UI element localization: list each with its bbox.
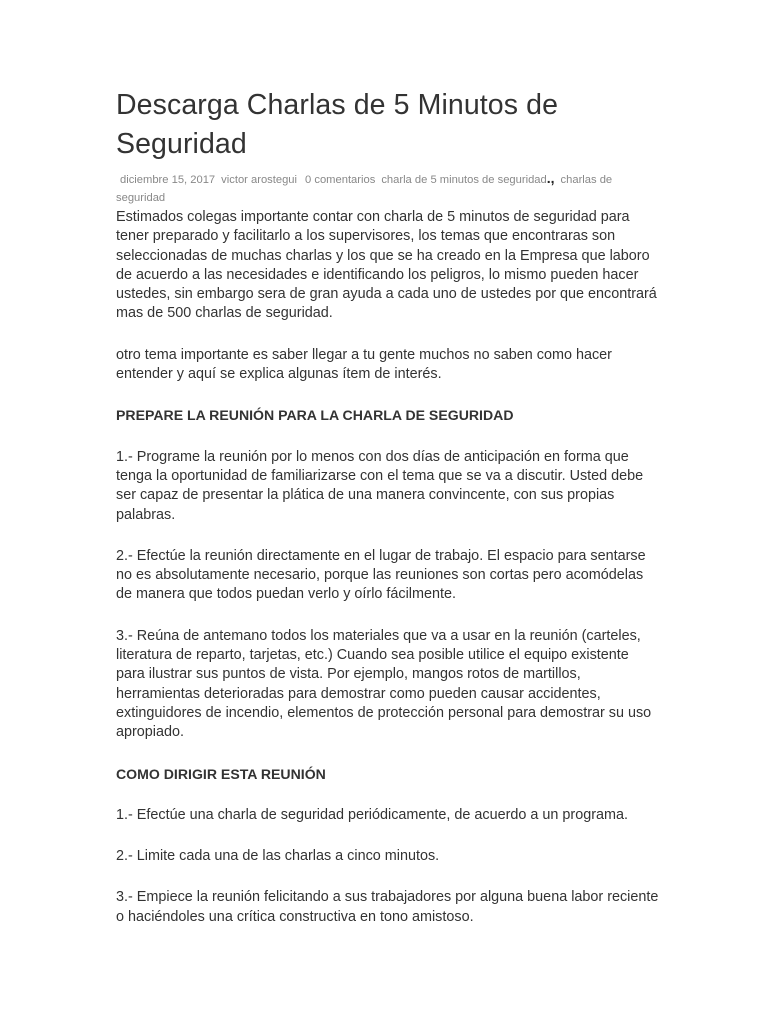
otro-paragraph: otro tema importante es saber llegar a tu gente muchos no saben como hacer entender y aquí se explica algunas ítem de interés.: [116, 346, 612, 383]
article-title: Descarga Charlas de 5 Minutos de Seguridad: [116, 89, 559, 160]
tag-link-charla[interactable]: charla de 5 minutos de seguridad: [381, 174, 547, 186]
post-author[interactable]: victor arostegui: [221, 174, 298, 186]
tag-link-charlas-part1[interactable]: charlas de: [560, 174, 613, 186]
article-meta: [116, 169, 661, 208]
prepare-item-3: 3.- Reúna de antemano todos los materiales que va a usar en la reunión (carteles, literatura de reparto, tarjetas, etc.) Cuando sea posible utilice el equipo existente para ilustrar sus puntos de vista. Por ejemplo, mangos rotos de martillos, herramientas deterioradas para demostrar como pueden causar accidentes, extinguidores de incendio, elementos de protección personal para demostrar su uso apropiado.: [116, 627, 652, 741]
intro-paragraph: Estimados colegas importante contar con charla de 5 minutos de seguridad para tener preparado y facilitarlo a los supervisores, los temas que encontraras son seleccionadas de muchas charlas y los que se ha creado en la Empresa que laboro de acuerdo a las necesidades e identificando los peligros, lo mismo pueden hacer ustedes, sin embargo sera de gran ayuda a cada uno de ustedes por que encontrará mas de 500 charlas de seguridad.: [116, 209, 657, 322]
section-heading-dirigir: COMO DIRIGIR ESTA REUNIÓN: [116, 765, 326, 782]
comment-count[interactable]: 0 comentarios: [305, 174, 376, 186]
prepare-item-1: 1.- Programe la reunión por lo menos con dos días de anticipación en forma que tenga la oportunidad de familiarizarse con el tema que se va a discutir. Usted debe ser capaz de presentar la plática de una manera convincente, con sus propias palabras.: [116, 448, 644, 523]
dirigir-item-3: 3.- Empiece la reunión felicitando a sus trabajadores por alguna buena labor reciente o haciéndoles una crítica constructiva en tono amistoso.: [116, 889, 659, 925]
dirigir-item-2: 2.- Limite cada una de las charlas a cinco minutos.: [116, 848, 440, 865]
tag-link-charlas-part2[interactable]: seguridad: [116, 192, 166, 204]
article: [116, 86, 661, 927]
prepare-item-2: 2.- Efectúe la reunión directamente en el lugar de trabajo. El espacio para sentarse no es absolutamente necesario, porque las reuniones son cortas pero acomódelas de manera que todos puedan verlo y oírlo fácilmente.: [116, 547, 646, 603]
dirigir-item-1: 1.- Efectúe una charla de seguridad periódicamente, de acuerdo a un programa.: [116, 806, 628, 823]
section-heading-prepare: PREPARE LA REUNIÓN PARA LA CHARLA DE SEGURIDAD: [116, 407, 514, 424]
tag-separator: .,: [546, 170, 555, 186]
post-date: diciembre 15, 2017: [120, 174, 216, 186]
